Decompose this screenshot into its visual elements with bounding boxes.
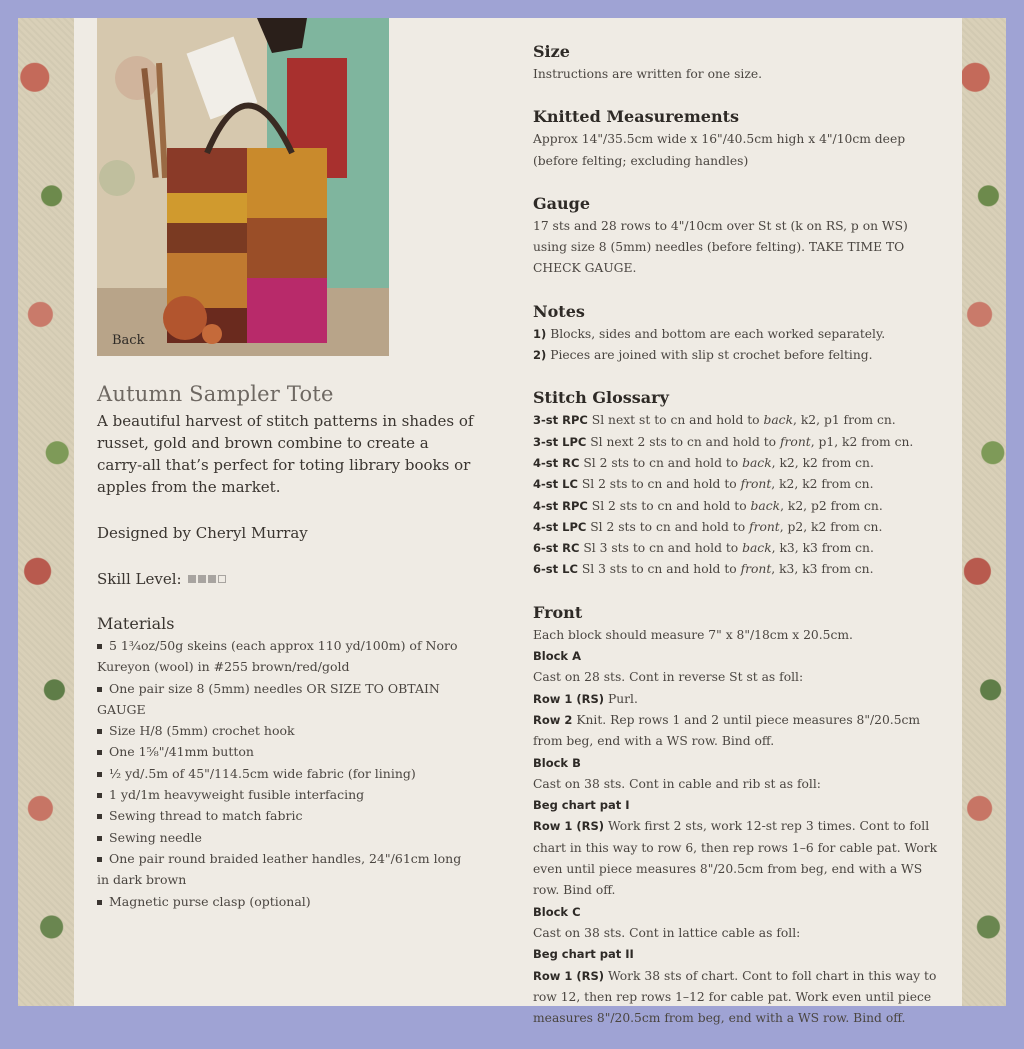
glossary-def-end: , k2, p2 from cn. <box>780 498 883 513</box>
glossary-def-start: Sl 2 sts to cn and hold to <box>583 455 743 470</box>
front-heading: Front <box>533 602 583 622</box>
block-c-heading: Block C <box>533 904 581 919</box>
skill-level <box>97 570 477 588</box>
glossary-def-end: , k3, k3 from cn. <box>771 562 874 577</box>
skill-box-filled <box>198 575 206 583</box>
glossary-list <box>533 410 943 580</box>
glossary-item <box>533 517 943 538</box>
material-item <box>97 848 477 891</box>
block-a-row2-text: Knit. Rep rows 1 and 2 until piece measures 8"/20.5cm from beg, end with a WS row. Bind off. <box>533 712 921 749</box>
gauge-section <box>533 192 943 280</box>
block-b-row1-text: Work first 2 sts, work 12-st rep 3 times. Cont to foll chart in this way to row 6, then rep rows 1–6 for cable pat. Work even until piece measures 8"/20.5cm from beg, end with a WS row. Bind off. <box>533 819 938 898</box>
glossary-def-end: , k2, k2 from cn. <box>771 477 874 492</box>
glossary-item <box>533 496 943 517</box>
glossary-def-end: , k3, k3 from cn. <box>771 541 874 556</box>
glossary-def-emphasis: front <box>740 477 772 492</box>
block-b-row1-label: Row 1 (RS) <box>533 819 605 834</box>
block-a-row2-label: Row 2 <box>533 712 573 727</box>
note-item <box>533 324 943 345</box>
material-item <box>97 678 477 721</box>
measurements-section <box>533 105 943 172</box>
glossary-def-start: Sl 2 sts to cn and hold to <box>581 477 741 492</box>
floral-border-right <box>962 18 1006 1006</box>
block-c-row1-text: Work 38 sts of chart. Cont to foll chart in this way to row 12, then rep rows 1–12 for cable pat. Work even until piece measures 8"/20.5cm from beg, end with a WS row. Bind off. <box>533 968 937 1026</box>
material-text: One pair round braided leather handles, 24"/61cm long in dark brown <box>97 850 462 888</box>
designer-credit: Designed by Cheryl Murray <box>97 524 308 542</box>
block-b-cast: Cast on 38 sts. Cont in cable and rib st as foll: <box>533 776 821 791</box>
note-number: 2) <box>533 348 547 363</box>
material-text: Sewing needle <box>109 829 202 845</box>
bullet-icon <box>97 836 102 841</box>
glossary-term: 4-st LPC <box>533 519 587 534</box>
measurements-text: Approx 14"/35.5cm wide x 16"/40.5cm high x 4"/10cm deep (before felting; excluding handles) <box>533 132 906 168</box>
material-text: 5 1¾oz/50g skeins (each approx 110 yd/100m) of Noro Kureyon (wool) in #255 brown/red/gold <box>97 638 458 675</box>
material-item <box>97 891 477 912</box>
skill-box-filled <box>208 575 216 583</box>
size-text: Instructions are written for one size. <box>533 67 763 81</box>
material-item <box>97 720 477 741</box>
glossary-item <box>533 453 943 474</box>
note-text: Pieces are joined with slip st crochet before felting. <box>550 348 873 363</box>
material-item <box>97 784 477 805</box>
material-text: Size H/8 (5mm) crochet hook <box>109 723 295 739</box>
pattern-page <box>74 18 962 1026</box>
notes-section <box>533 300 943 367</box>
glossary-term: 4-st RPC <box>533 498 588 513</box>
tote-illustration <box>97 18 389 356</box>
glossary-item <box>533 559 943 580</box>
materials-list <box>97 635 477 912</box>
glossary-item <box>533 410 943 431</box>
bullet-icon <box>97 644 102 649</box>
bullet-icon <box>97 900 102 905</box>
glossary-term: 3-st LPC <box>533 434 587 449</box>
block-c-cast: Cast on 38 sts. Cont in lattice cable as foll: <box>533 925 801 940</box>
material-text: ½ yd/.5m of 45"/114.5cm wide fabric (for lining) <box>109 765 416 781</box>
material-text: One pair size 8 (5mm) needles OR SIZE TO OBTAIN GAUGE <box>97 680 440 717</box>
bullet-icon <box>97 729 102 734</box>
bullet-icon <box>97 857 102 862</box>
block-a-heading: Block A <box>533 649 581 664</box>
block-c-chart: Beg chart pat II <box>533 947 634 962</box>
pattern-intro: A beautiful harvest of stitch patterns in shades of russet, gold and brown combine to create a carry-all that’s perfect for toting library books or apples from the market. <box>97 412 474 496</box>
skill-level-indicator <box>188 575 226 583</box>
skill-box-empty <box>218 575 226 583</box>
material-text: One 1⅝"/41mm button <box>109 744 254 760</box>
size-section <box>533 40 943 85</box>
material-text: Sewing thread to match fabric <box>109 808 303 824</box>
block-c-row1-label: Row 1 (RS) <box>533 968 605 983</box>
glossary-term: 4-st LC <box>533 477 578 492</box>
glossary-def-emphasis: back <box>763 413 794 428</box>
gauge-heading: Gauge <box>533 193 591 213</box>
note-text: Blocks, sides and bottom are each worked separately. <box>550 326 886 341</box>
glossary-def-emphasis: front <box>780 434 811 449</box>
material-item <box>97 827 477 848</box>
material-item <box>97 741 477 762</box>
block-a-row1-text: Purl. <box>607 691 638 706</box>
gauge-text: 17 sts and 28 rows to 4"/10cm over St st (k on RS, p on WS) using size 8 (5mm) needles (before felting). TAKE TIME TO CHECK GAUGE. <box>533 218 908 276</box>
floral-border-left <box>18 18 74 1006</box>
glossary-item <box>533 432 943 453</box>
glossary-def-end: , p2, k2 from cn. <box>779 519 883 534</box>
glossary-def-end: , k2, p1 from cn. <box>793 413 896 428</box>
glossary-def-end: , p1, k2 from cn. <box>810 434 914 449</box>
glossary-def-emphasis: front <box>749 519 780 534</box>
glossary-heading: Stitch Glossary <box>533 388 669 408</box>
measurements-heading: Knitted Measurements <box>533 107 739 127</box>
left-column <box>97 382 477 912</box>
glossary-def-start: Sl 3 sts to cn and hold to <box>581 562 741 577</box>
bullet-icon <box>97 750 102 755</box>
glossary-def-start: Sl next st to cn and hold to <box>591 413 764 428</box>
glossary-def-start: Sl 2 sts to cn and hold to <box>590 519 750 534</box>
materials-heading: Materials <box>97 614 175 633</box>
bullet-icon <box>97 814 102 819</box>
glossary-item <box>533 538 943 559</box>
material-item <box>97 635 477 678</box>
glossary-term: 3-st RPC <box>533 413 588 428</box>
skill-level-label: Skill Level: <box>97 570 182 588</box>
block-a-row1-label: Row 1 (RS) <box>533 691 605 706</box>
material-text: 1 yd/1m heavyweight fusible interfacing <box>109 787 365 803</box>
glossary-term: 6-st RC <box>533 541 580 556</box>
glossary-item <box>533 474 943 495</box>
notes-heading: Notes <box>533 301 585 321</box>
photo-caption: Back <box>112 333 145 348</box>
block-a-cast: Cast on 28 sts. Cont in reverse St st as foll: <box>533 670 804 685</box>
front-section <box>533 601 943 1030</box>
block-b-heading: Block B <box>533 755 581 770</box>
glossary-def-emphasis: back <box>742 455 772 470</box>
right-column <box>533 40 943 1049</box>
note-number: 1) <box>533 326 547 341</box>
tote-photo <box>97 18 389 356</box>
glossary-def-start: Sl 3 sts to cn and hold to <box>583 541 743 556</box>
material-item <box>97 763 477 784</box>
notes-list <box>533 324 943 367</box>
glossary-def-end: , k2, k2 from cn. <box>771 455 874 470</box>
glossary-def-start: Sl next 2 sts to cn and hold to <box>590 434 780 449</box>
front-intro: Each block should measure 7" x 8"/18cm x 20.5cm. <box>533 627 853 642</box>
size-heading: Size <box>533 42 570 61</box>
bullet-icon <box>97 772 102 777</box>
glossary-term: 4-st RC <box>533 455 580 470</box>
material-text: Magnetic purse clasp (optional) <box>109 893 311 909</box>
skill-box-filled <box>188 575 196 583</box>
note-item <box>533 345 943 366</box>
glossary-def-emphasis: front <box>740 562 772 577</box>
glossary-section <box>533 386 943 580</box>
glossary-def-emphasis: back <box>750 498 781 513</box>
pattern-title: Autumn Sampler Tote <box>97 382 334 406</box>
material-item <box>97 805 477 826</box>
glossary-term: 6-st LC <box>533 562 578 577</box>
glossary-def-start: Sl 2 sts to cn and hold to <box>591 498 751 513</box>
bullet-icon <box>97 687 102 692</box>
block-b-chart: Beg chart pat I <box>533 798 630 813</box>
glossary-def-emphasis: back <box>742 541 772 556</box>
bullet-icon <box>97 793 102 798</box>
